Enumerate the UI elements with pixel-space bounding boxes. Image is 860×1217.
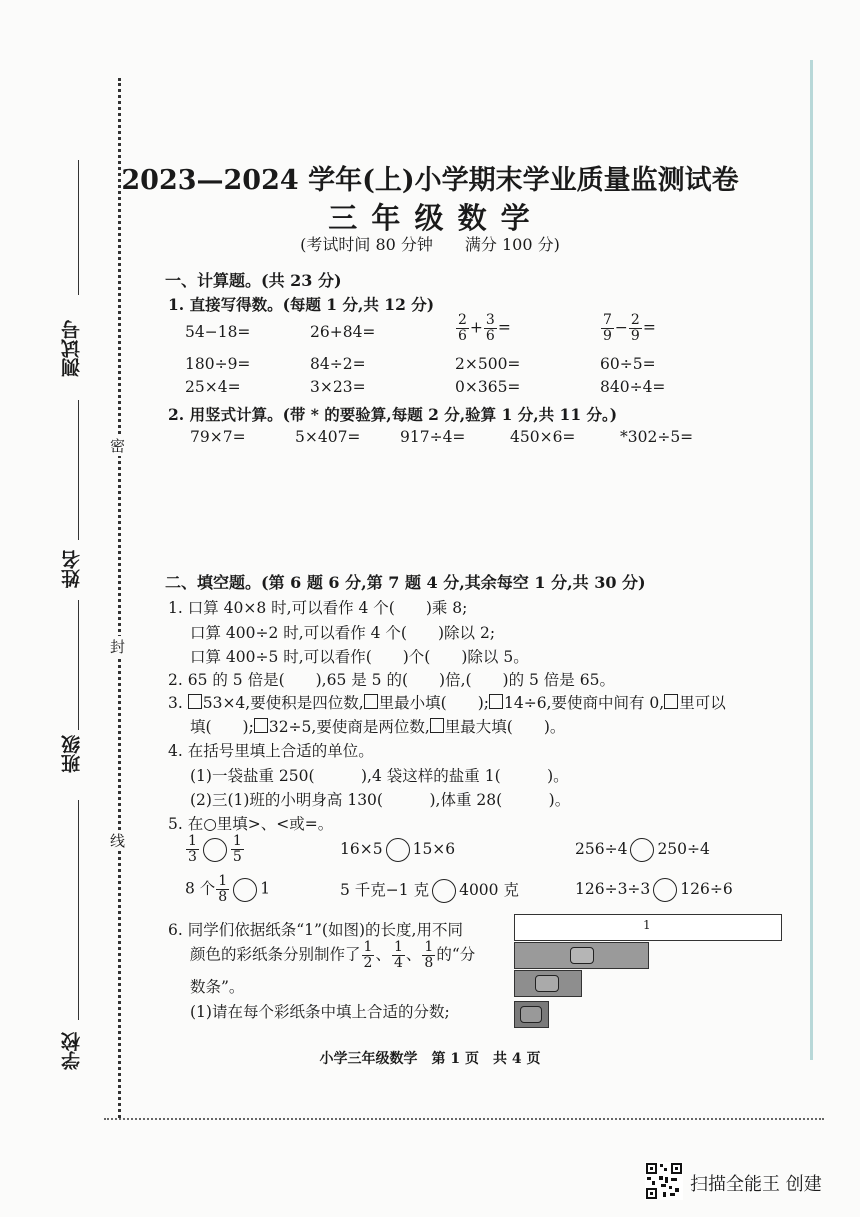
margin-label-name: 姓名 (61, 550, 83, 588)
blank-box (664, 694, 678, 709)
exam-subtitle: 三 年 级 数 学 (328, 201, 532, 235)
compare-circle (630, 838, 654, 862)
vertical-calc-item: *302÷5= (620, 428, 694, 446)
page-footer: 小学三年级数学 第 1 页 共 4 页 (319, 1051, 541, 1067)
blank-box (430, 718, 444, 733)
compare-item: 256÷4 250÷4 (575, 838, 710, 862)
fill-q6-line3: 数条”。 (190, 978, 245, 996)
paper-strip-whole (514, 914, 782, 941)
fill-q6-line1: 6. 同学们依据纸条“1”(如图)的长度,用不同 (168, 921, 463, 939)
scanner-watermark: 扫描全能王 创建 (690, 1174, 822, 1195)
fill-q4-2: (2)三(1)班的小明身高 130( ),体重 28( )。 (190, 791, 571, 809)
seal-char-mi: 密 (110, 437, 126, 455)
compare-circle (432, 879, 456, 903)
paper-strip-quarter (514, 970, 582, 997)
fill-q1-line1: 1. 口算 40×8 时,可以看作 4 个( )乘 8; (168, 599, 468, 617)
calc-item: 3×23= (310, 378, 366, 396)
margin-label-class: 班级 (61, 735, 83, 773)
seal-char-xian: 线 (110, 832, 126, 850)
calc-item: 54−18= (185, 323, 251, 341)
calc-item-fraction: $\frac{2}{6}$ + $\frac{3}{6}$ = (458, 312, 511, 344)
compare-circle (386, 838, 410, 862)
compare-item: 8 个 $\frac{1}{8}$ 1 (185, 873, 271, 905)
qr-code-icon (645, 1162, 683, 1200)
fill-q5-label: 5. 在○里填>、<或=。 (168, 815, 334, 833)
seal-char-feng: 封 (110, 638, 126, 656)
vertical-calc-item: 450×6= (510, 428, 576, 446)
calc-item: 0×365= (455, 378, 521, 396)
margin-fill-line (78, 800, 79, 1020)
fill-q3-line1: 3. 53×4,要使积是四位数, 里最小填( ); 14÷6,要使商中间有 0, 里可以 (168, 694, 726, 712)
margin-fill-line (78, 400, 79, 540)
exam-info: (考试时间 80 分钟 满分 100 分) (300, 235, 560, 254)
exam-title: 2023—2024 学年(上)小学期末学业质量监测试卷 (121, 165, 739, 196)
bottom-dotted-line (104, 1118, 824, 1120)
strip-blank (520, 1006, 542, 1023)
paper-strip-eighth (514, 1001, 549, 1028)
strip-blank (535, 975, 559, 992)
calc-item: 26+84= (310, 323, 376, 341)
paper-strip-half (514, 942, 649, 969)
fill-q1-line2: 口算 400÷2 时,可以看作 4 个( )除以 2; (190, 624, 496, 642)
compare-item: 16×5 15×6 (340, 838, 455, 862)
margin-label-test-number: 测试号 (61, 320, 83, 377)
fill-q4-1: (1)一袋盐重 250( ),4 袋这样的盐重 1( )。 (190, 767, 569, 785)
blank-box (364, 694, 378, 709)
calc-item: 60÷5= (600, 355, 656, 373)
fill-q2: 2. 65 的 5 倍是( ),65 是 5 的( )倍,( )的 5 倍是 65。 (168, 671, 615, 689)
compare-item: 5 千克−1 克 4000 克 (340, 878, 519, 903)
calc-item: 180÷9= (185, 355, 251, 373)
calc-item-fraction: $\frac{7}{9}$ − $\frac{2}{9}$ = (603, 312, 656, 344)
fill-q6-line4: (1)请在每个彩纸条中填上合适的分数; (190, 1003, 450, 1021)
fill-q1-line3: 口算 400÷5 时,可以看作( )个( )除以 5。 (190, 648, 529, 666)
section1-heading: 一、计算题。(共 23 分) (165, 271, 342, 290)
section2-heading: 二、填空题。(第 6 题 6 分,第 7 题 4 分,其余每空 1 分,共 30 分) (165, 573, 646, 592)
strip-label-one: 1 (643, 918, 651, 932)
compare-item: $\frac{1}{3}$ $\frac{1}{5}$ (188, 833, 242, 865)
margin-label-school: 学校 (61, 1032, 83, 1070)
compare-item: 126÷3÷3 126÷6 (575, 878, 733, 902)
vertical-calc-item: 917÷4= (400, 428, 466, 446)
vertical-calc-item: 79×7= (190, 428, 246, 446)
calc-item: 25×4= (185, 378, 241, 396)
calc-item: 840÷4= (600, 378, 666, 396)
calc-item: 84÷2= (310, 355, 366, 373)
compare-circle (203, 838, 227, 862)
fill-q4-label: 4. 在括号里填上合适的单位。 (168, 742, 374, 760)
margin-fill-line (78, 600, 79, 730)
compare-circle (233, 878, 257, 902)
blank-box (489, 694, 503, 709)
strip-blank (570, 947, 594, 964)
calc-item: 2×500= (455, 355, 521, 373)
blank-box (254, 718, 268, 733)
vertical-calc-item: 5×407= (295, 428, 361, 446)
q1-label: 1. 直接写得数。(每题 1 分,共 12 分) (168, 295, 435, 314)
q2-label: 2. 用竖式计算。(带 * 的要验算,每题 2 分,验算 1 分,共 11 分。) (168, 405, 618, 424)
fill-q6-line2: 颜色的彩纸条分别制作了 $\frac{1}{2}$ 、 $\frac{1}{4}$ 、 $\frac{1}{8}$ 的“分 (190, 939, 476, 971)
compare-circle (653, 878, 677, 902)
fill-q3-line2: 填( ); 32÷5,要使商是两位数, 里最大填( )。 (190, 718, 566, 736)
blank-box (188, 694, 202, 709)
